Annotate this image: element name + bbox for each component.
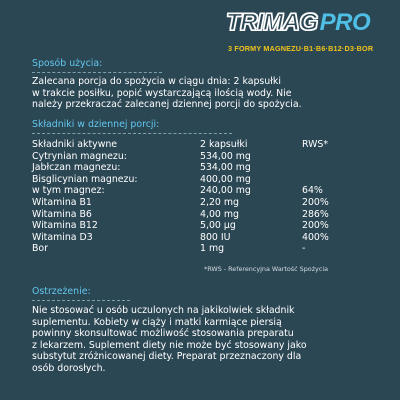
usage-title: Sposób użycia: (32, 58, 103, 69)
ingredient-amount: 2 kapsułki (200, 139, 248, 150)
ingredient-amount: 2,20 mg (200, 196, 239, 208)
warning-line: Nie stosować u osób uczulonych na jakikolwiek składnik (32, 305, 295, 316)
table-row (32, 232, 372, 244)
ingredients-divider (32, 133, 232, 134)
ingredient-rws: RWS* (302, 139, 329, 150)
ingredient-name: Bisglicynian magnezu: (32, 173, 138, 185)
ingredient-rws: 64% (302, 185, 323, 197)
table-row (32, 174, 372, 186)
usage-line: w trakcie posiłku, popić wystarczającą ilością wody. Nie (32, 87, 292, 99)
logo-tri: TRI (226, 9, 264, 36)
table-row (32, 151, 372, 163)
ingredient-name: Składniki aktywne (32, 139, 118, 150)
ingredient-rws: 200% (302, 196, 329, 208)
ingredient-name: Witamina B1 (32, 196, 92, 208)
ingredient-amount: 800 IU (200, 231, 231, 243)
ingredient-amount: 1 mg (200, 243, 225, 255)
table-row (32, 209, 372, 221)
ingredient-amount: 4,00 mg (200, 208, 239, 220)
brand-logo (226, 9, 396, 53)
table-row (32, 220, 372, 232)
warnings-text (32, 305, 382, 375)
usage-line: Zalecana porcja do spożycia w ciągu dnia: 2 kapsułki (32, 76, 281, 87)
warning-line: osób dorosłych. (32, 362, 106, 374)
ingredient-rws: 286% (302, 208, 329, 220)
usage-divider (32, 72, 162, 73)
ingredient-amount: 400,00 mg (200, 173, 251, 185)
ingredient-name: Witamina B6 (32, 208, 92, 220)
ingredient-name: Witamina B12 (32, 220, 98, 232)
ingredient-name: Witamina D3 (32, 231, 93, 243)
warning-line: z lekarzem. Suplement diety nie może być stosowany jako (32, 339, 307, 351)
ingredient-amount: 5,00 µg (200, 220, 236, 232)
warning-line: suplementu. Kobiety w ciąży i matki karmiące piersią (32, 316, 282, 328)
ingredient-name: Cytrynian magnezu: (32, 150, 127, 162)
logo-pro: PRO (319, 9, 371, 36)
ingredient-amount: 240,00 mg (200, 185, 251, 197)
logo-subtitle: 3 FORMY MAGNEZU·B1·B6·B12·D3·BOR (228, 44, 374, 53)
table-row (32, 197, 372, 209)
table-row (32, 139, 372, 151)
ingredient-rws: 400% (302, 231, 329, 243)
table-row (32, 243, 372, 255)
ingredient-amount: 534,00 mg (200, 162, 251, 174)
logo-mag: MAG (263, 9, 318, 36)
usage-text (32, 76, 382, 111)
ingredients-title: Składniki w dziennej porcji: (32, 119, 160, 130)
ingredient-rws: 200% (302, 220, 329, 232)
warnings-divider (32, 300, 130, 301)
warning-line: powinny skonsultować możliwość stosowania preparatu (32, 328, 294, 340)
table-row (32, 162, 372, 174)
ingredients-table (32, 139, 372, 255)
ingredient-amount: 534,00 mg (200, 150, 251, 162)
ingredient-name: Jabłczan magnezu: (32, 162, 121, 174)
warning-line: substytut zróżnicowanej diety. Preparat przeznaczony dla (32, 351, 302, 363)
ingredient-rws: - (302, 243, 306, 255)
table-row (32, 185, 372, 197)
logo-wordmark (226, 10, 396, 36)
ingredient-name: Bor (32, 243, 49, 255)
ingredient-name: w tym magnez: (32, 185, 105, 197)
usage-line: należy przekraczać zalecanej dziennej porcji do spożycia. (32, 99, 302, 111)
rws-footnote: *RWS - Referencyjna Wartość Spożycia (204, 265, 329, 273)
warnings-title: Ostrzeżenie: (32, 286, 91, 297)
